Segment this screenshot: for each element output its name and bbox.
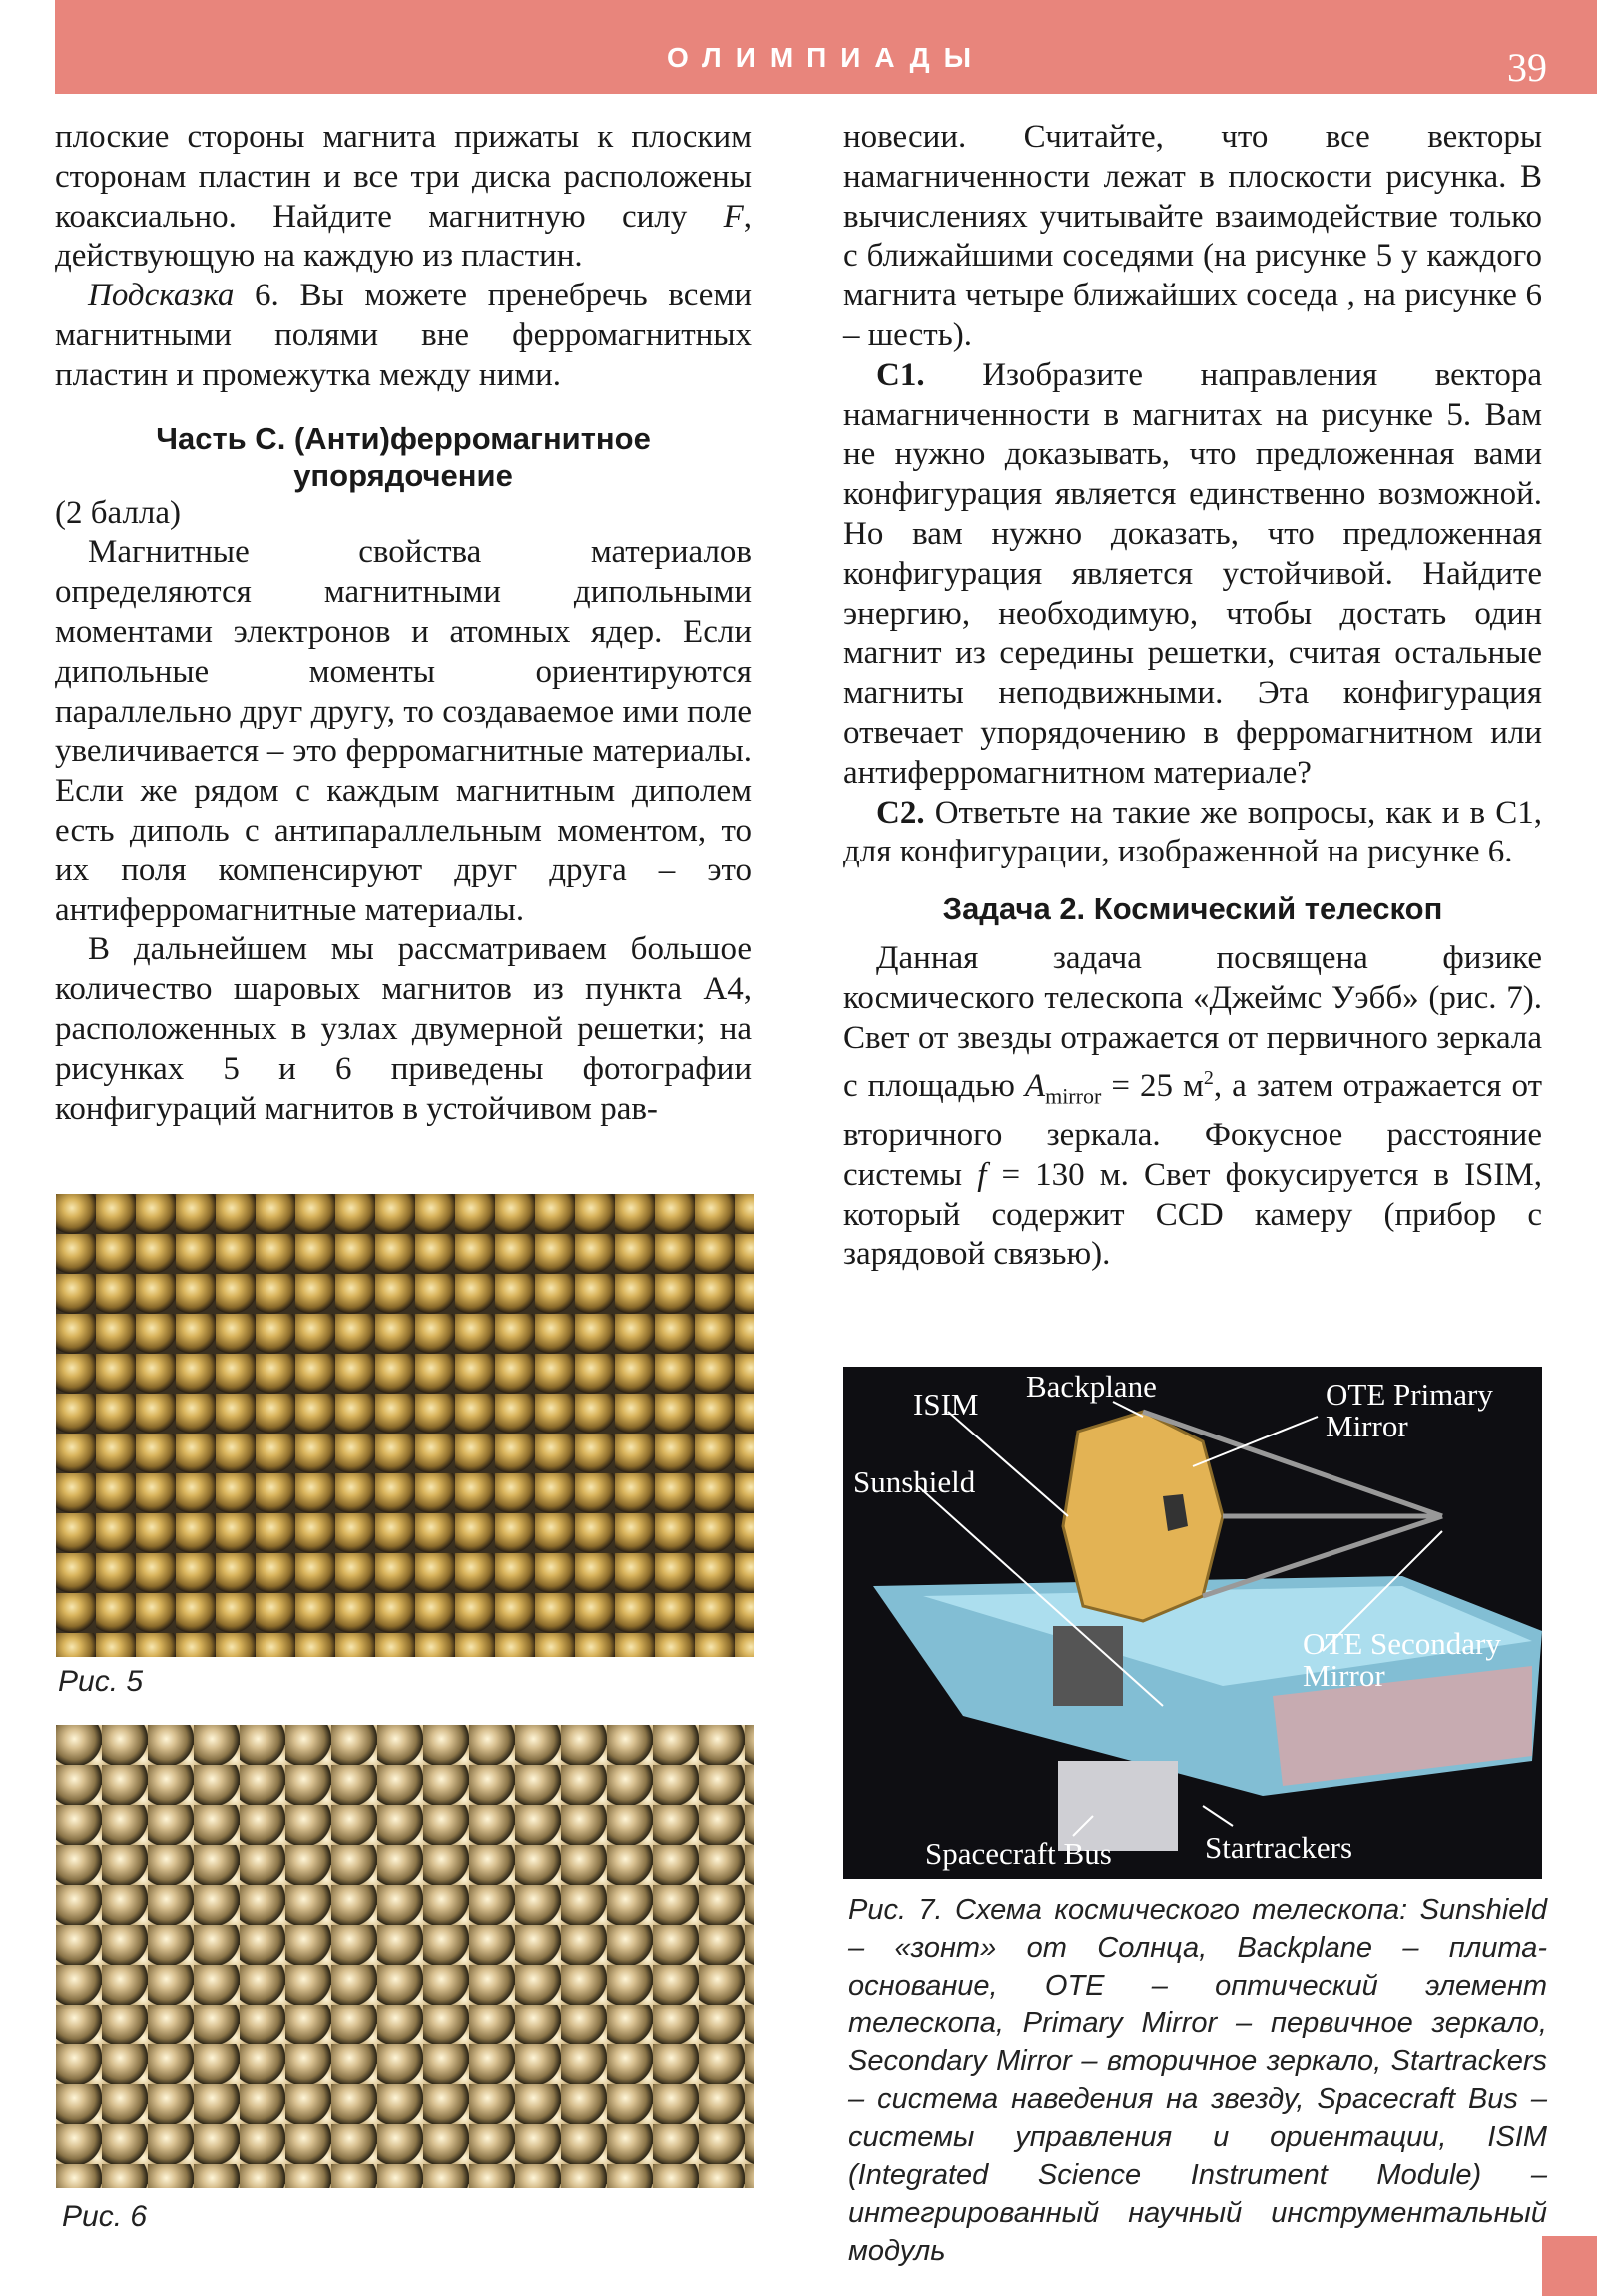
page-header: [55, 0, 1597, 94]
left-column: [55, 118, 752, 1129]
label-spacecraft-bus: Spacecraft Bus: [925, 1836, 1112, 1871]
paragraph: Данная задача посвящена физике космического телескопа «Джеймс Уэбб» (рис. 7). Свет от звезды отражается от первичного зеркала с площадью $A_{mirror} = 25$ $м^2$, а затем отражается от вторичного зеркала. Фокусное расстояние системы f = 130 м. Свет фокусируется в ISIM, который содержит CCD камеру (прибор с зарядовой связью).: [843, 940, 1542, 1273]
paragraph: В дальнейшем мы рассматриваем большое количество шаровых магнитов из пункта А4, расположенных в узлах двумерной решетки; на рисунках 5 и 6 приведены фотографии конфигураций магнитов в устойчивом рав-: [55, 931, 752, 1127]
section-title: ОЛИМПИАДЫ: [666, 42, 986, 73]
page-corner-mark: [1542, 2236, 1597, 2296]
label-sunshield: Sunshield: [853, 1464, 976, 1499]
question-c2: C2. Ответьте на такие же вопросы, как и в С1, для конфигурации, изображенной на рисунке 6.: [843, 794, 1542, 870]
figure-7-caption: Рис. 7. Схема космического телескопа: Sunshield – «зонт» от Солнца, Backplane – плита-основание, OTE – оптический элемент телескопа, Primary Mirror – первичное зеркало, Secondary Mirror – вторичное зеркало, Startrackers – система наведения на звезду, Spacecraft Bus – системы управления и ориентации, ISIM (Integrated Science Instrument Module) – интегрированный научный инструментальный модуль: [848, 1894, 1547, 2267]
paragraph: Магнитные свойства материалов определяются магнитными дипольными моментами электронов и атомных ядер. Если дипольные моменты ориентируются параллельно друг другу, то создаваемое ими поле увеличивается – это ферромагнитные материалы. Если же рядом с каждым магнитным диполем есть диполь с антипараллельным моментом, то их поля компенсируют друг друга – это антиферромагнитные материалы.: [55, 534, 752, 928]
label-backplane: Backplane: [1026, 1369, 1157, 1404]
task-title: Задача 2. Космический телескоп: [942, 891, 1443, 927]
telescope-illustration: [843, 1367, 1542, 1879]
label-isim: ISIM: [913, 1387, 979, 1422]
question-c1: C1. Изобразите направления вектора намагниченности в магнитах на рисунке 5. Вам не нужно доказывать, что предложенная вами конфигурация является единственно возможной. Но вам нужно доказать, что предложенная конфигурация является устойчивой. Найдите энергию, необходимую, чтобы достать один магнит из середины решетки, считая остальные магниты неподвижными. Эта конфигурация отвечает упорядочению в ферромагнитном или антиферромагнитном материале?: [843, 356, 1542, 791]
hint-paragraph: Подсказка 6. Вы можете пренебречь всеми магнитными полями вне ферромагнитных пластин и промежутка между ними.: [55, 278, 752, 393]
part-title: Часть С. (Анти)ферромагнитное упорядочение: [156, 420, 651, 493]
figure-7-telescope: [843, 1367, 1542, 1879]
paragraph: новесии. Считайте, что все векторы намагниченности лежат в плоскости рисунка. В вычислениях учитывайте взаимодействие только с ближайшими соседями (на рисунке 5 у каждого магнита четыре ближайших соседа , на рисунке 6 – шесть).: [843, 119, 1542, 353]
right-column: [843, 118, 1542, 1275]
figure-5-caption: Рис. 5: [58, 1665, 144, 1698]
part-points: (2 балла): [55, 494, 182, 531]
label-startrackers: Startrackers: [1205, 1830, 1353, 1865]
label-primary-mirror: OTE Primary Mirror: [1326, 1377, 1493, 1443]
figure-5-photo: [56, 1194, 754, 1657]
paragraph: плоские стороны магнита прижаты к плоским сторонам пластин и все три диска расположены коаксиально. Найдите магнитную силу F, действующую на каждую из пластин.: [55, 119, 752, 275]
label-secondary-mirror: OTE Secondary Mirror: [1303, 1626, 1501, 1693]
figure-6-photo: [56, 1725, 754, 2188]
page-number: 39: [1507, 45, 1547, 90]
figure-6-caption: Рис. 6: [62, 2200, 148, 2233]
